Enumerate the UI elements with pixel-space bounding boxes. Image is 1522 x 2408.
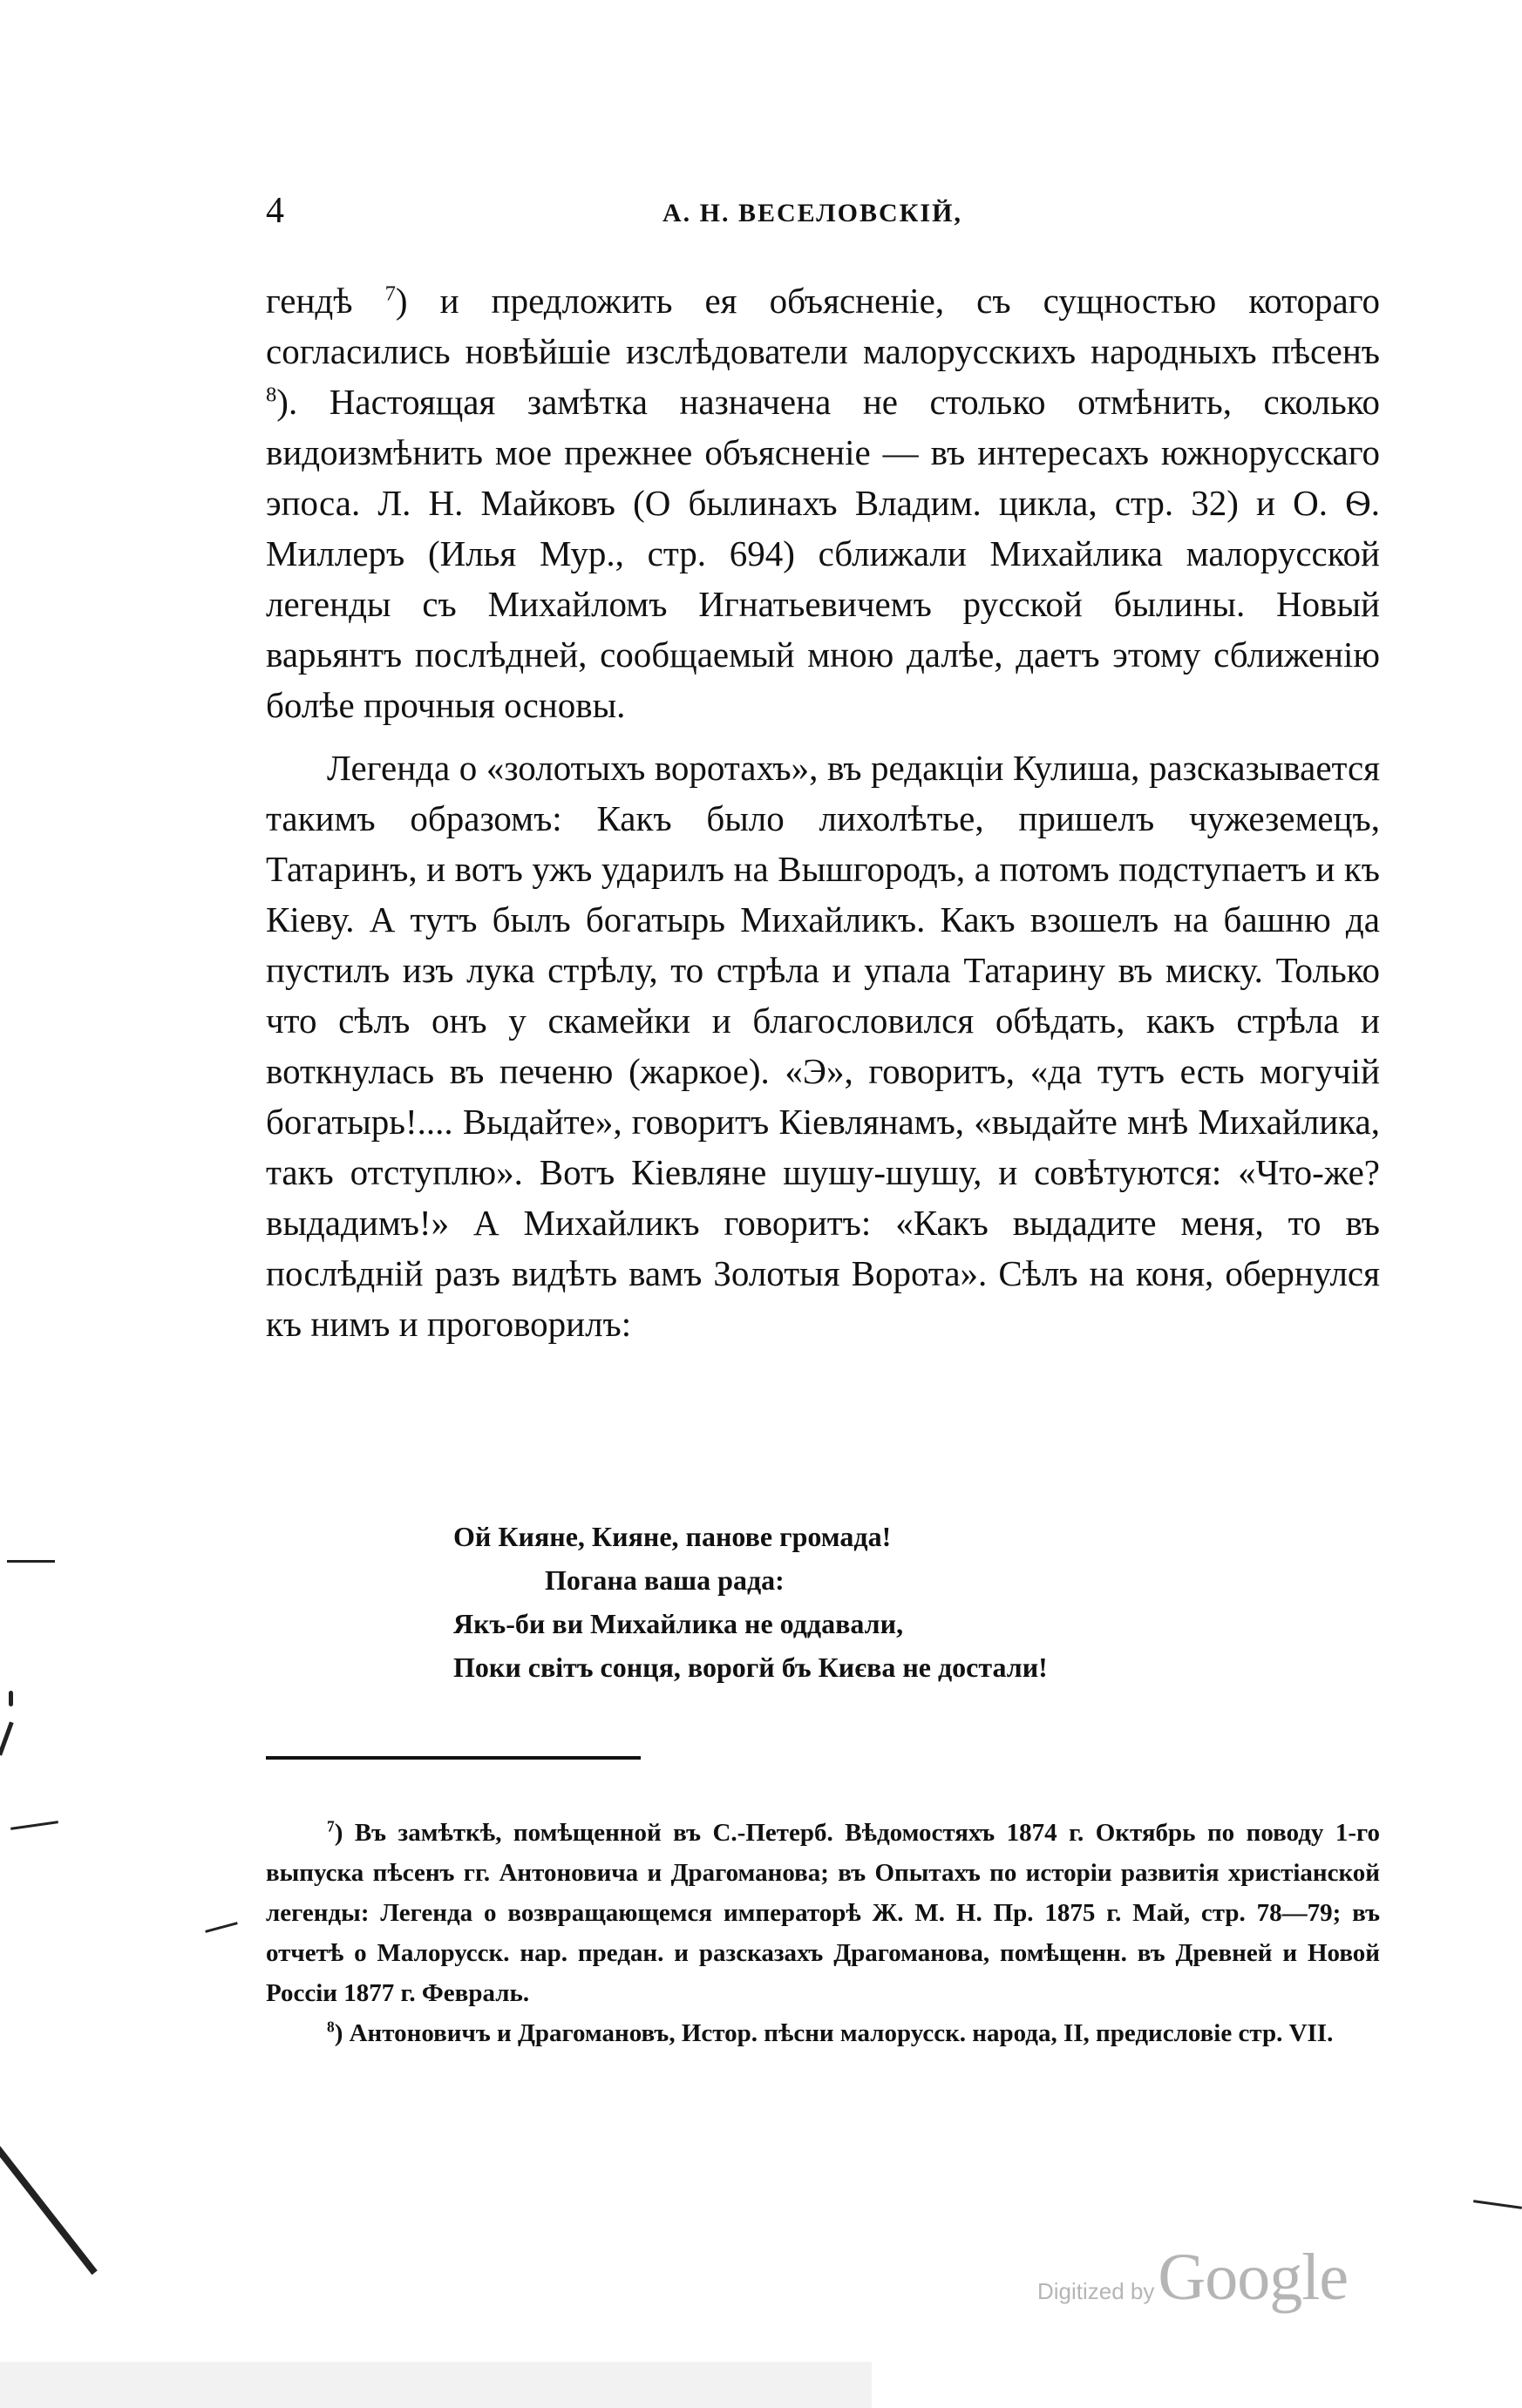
footnote-8 bbox=[266, 2013, 1380, 2053]
paragraph-1-middle: ) и предложить ея объясненіе, съ сущностью котораго согласились новѣйшіе изслѣдователи малорусскихъ народныхъ пѣсенъ bbox=[266, 281, 1380, 371]
verse-line-2: Погана ваша рада: bbox=[545, 1564, 785, 1596]
footnotes bbox=[266, 1813, 1380, 2053]
verse-block bbox=[453, 1515, 1048, 1689]
scan-artifact bbox=[0, 1721, 14, 1755]
paragraph-1 bbox=[266, 275, 1380, 730]
scan-artifact bbox=[10, 1821, 58, 1830]
digitized-watermark bbox=[1037, 2240, 1348, 2316]
footnote-8-mark: 8 bbox=[327, 2018, 335, 2036]
footnote-ref-7: 7 bbox=[384, 281, 396, 306]
scan-artifact bbox=[205, 1922, 237, 1933]
scan-artifact bbox=[9, 1691, 13, 1706]
watermark-brand-logo: Google bbox=[1158, 2241, 1349, 2314]
footnote-rule bbox=[266, 1756, 641, 1760]
scan-bottom-edge bbox=[0, 2362, 872, 2408]
paragraph-2: Легенда о «золотыхъ воротахъ», въ редакціи Кулиша, разсказывается такимъ образомъ: Какъ было лихолѣтье, пришелъ чужеземецъ, Татаринъ, и вотъ ужъ ударилъ на Вышгородъ, а потомъ подступаетъ и къ Кіеву. А тутъ былъ богатырь Михайликъ. Какъ взошелъ на башню да пустилъ изъ лука стрѣлу, то стрѣла и упала Татарину въ миску. Только что сѣлъ онъ у скамейки и благословился обѣдать, какъ стрѣла и воткнулась въ печеню (жаркое). «Э», говоритъ, «да тутъ есть могучій богатырь!.... Выдайте», говоритъ Кіевлянамъ, «выдайте мнѣ Михайлика, такъ отступлю». Вотъ Кіевляне шушу-шушу, и совѣтуются: «Что-же? выдадимъ!» А Михайликъ говоритъ: «Какъ выдадите меня, то въ послѣдній разъ видѣть вамъ Золотыя Ворота». Сѣлъ на коня, обернулся къ нимъ и проговорилъ: bbox=[266, 748, 1380, 1344]
paragraph-1-end: ). Настоящая замѣтка назначена не столько отмѣнить, сколько видоизмѣнить мое прежнее объясненіе — въ интересахъ южнорусскаго эпоса. Л. Н. Майковъ (О былинахъ Владим. цикла, стр. 32) и О. Ѳ. Миллеръ (Илья Мур., стр. 694) сближали Михайлика малорусской легенды съ Михайломъ Игнатьевичемъ русской былины. Новый варьянтъ послѣдней, сообщаемый мною далѣе, даетъ этому сближенію болѣе прочныя основы. bbox=[266, 382, 1380, 725]
watermark-prefix: Digitized by bbox=[1037, 2278, 1155, 2304]
verse-line-1: Ой Кияне, Кияне, панове громада! bbox=[453, 1521, 892, 1552]
scan-artifact bbox=[7, 1560, 55, 1563]
verse-line-3: Якъ-би ви Михайлика не оддавали, bbox=[453, 1608, 904, 1639]
footnote-7 bbox=[266, 1813, 1380, 2013]
verse-line-4: Поки світъ сонця, ворогй бъ Києва не достали! bbox=[453, 1652, 1048, 1683]
paragraph-1-start: гендѣ bbox=[266, 281, 385, 321]
footnote-7-text: ) Въ замѣткѣ, помѣщенной въ С.-Петерб. Вѣдомостяхъ 1874 г. Октябрь по поводу 1-го выпуска пѣсенъ гг. Антоновича и Драгоманова; въ Опытахъ по исторіи развитія христіанской легенды: Легенда о возвращающемся императорѣ Ж. М. Н. Пр. 1875 г. Май, стр. 78—79; въ отчетѣ о Малорусск. нар. предан. и разсказахъ Драгоманова, помѣщенн. въ Древней и Новой Россіи 1877 г. Февраль. bbox=[266, 1819, 1380, 2007]
scan-artifact bbox=[1473, 2200, 1522, 2209]
footnote-8-text: ) Антоновичъ и Драгомановъ, Истор. пѣсни малорусск. народа, II, предисловіе стр. VII. bbox=[334, 2019, 1334, 2047]
page-number: 4 bbox=[266, 191, 284, 231]
footnote-ref-8: 8 bbox=[266, 383, 277, 407]
scan-artifact bbox=[0, 2127, 98, 2275]
running-head: А. Н. ВЕСЕЛОВСКІЙ, bbox=[662, 199, 962, 227]
footnote-7-mark: 7 bbox=[327, 1817, 335, 1835]
main-text bbox=[266, 275, 1380, 1349]
